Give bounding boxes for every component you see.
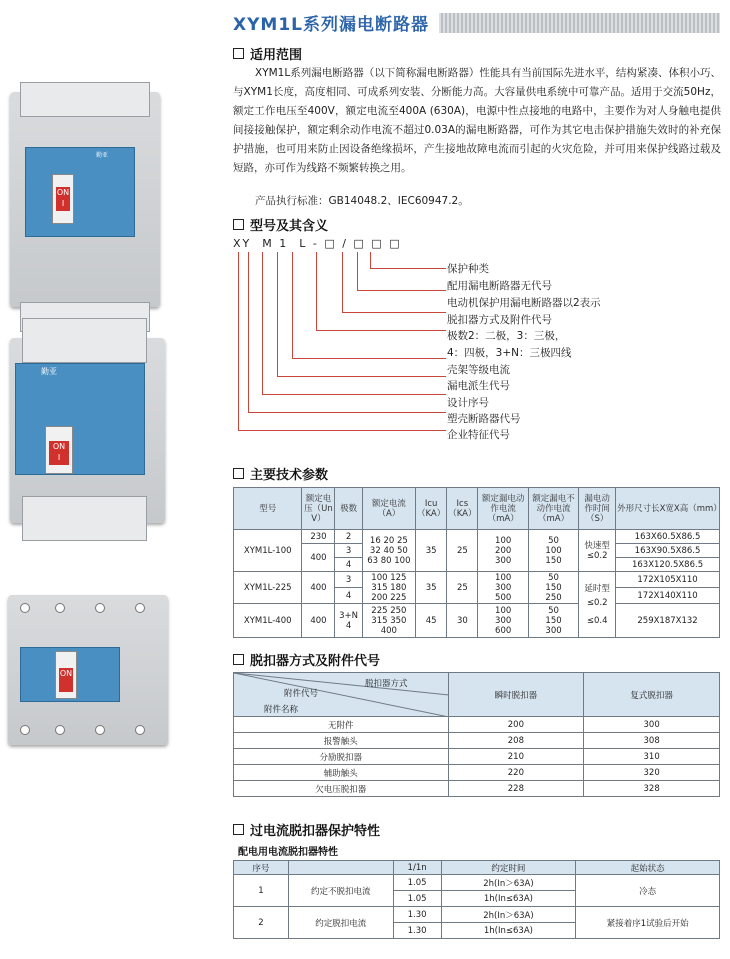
- model-label: 漏电派生代号: [447, 380, 510, 392]
- product-photo-2: [0, 318, 200, 548]
- column-header: 极数: [335, 488, 362, 530]
- model-label: 设计序号: [447, 397, 489, 409]
- table-row: 欠电压脱扣器 228 328: [234, 781, 720, 797]
- release-table: [233, 672, 720, 797]
- on-label: ON I: [56, 187, 70, 211]
- checkbox-icon: [233, 824, 244, 835]
- table-row: 报警触头 208 308: [234, 733, 720, 749]
- terminal-screw: [135, 603, 145, 613]
- overcurrent-subtitle: 配电用电流脱扣器特性: [238, 847, 338, 858]
- terminal-block: [20, 82, 150, 117]
- column-header: 瞬时脱扣器: [448, 673, 584, 717]
- table-row: 1.30 1h(In≤63A): [234, 923, 720, 939]
- column-header: 外形尺寸长X宽X高（mm）: [616, 488, 720, 530]
- table-header-row: [234, 488, 720, 530]
- column-header: 漏电动作时间（S）: [579, 488, 616, 530]
- brand-label: 勤亚: [41, 367, 57, 376]
- section-heading-tech: 主要技术参数: [233, 464, 328, 483]
- column-header: [288, 861, 393, 875]
- breaker-handle: [55, 651, 77, 699]
- table-row: 2 约定脱扣电流 1.30 2h(In＞63A) 紧接着序1试验后开始: [234, 907, 720, 923]
- brand-label: 勤亚: [96, 152, 109, 159]
- column-header: 额定漏电不动作电流（mA）: [528, 488, 578, 530]
- section-heading-model: 型号及其含义: [233, 215, 328, 234]
- label-plate: [25, 147, 135, 237]
- table-row: 1 约定不脱扣电流 1.05 2h(In＞63A) 冷态: [234, 875, 720, 891]
- terminal-screw: [55, 603, 65, 613]
- column-header: 约定时间: [441, 861, 576, 875]
- page-title: XYM1L系列漏电断路器: [233, 10, 439, 35]
- breaker-handle: [52, 174, 74, 224]
- terminal-block: [22, 496, 147, 541]
- model-label: 极数2：二极，3：三极，: [447, 330, 566, 342]
- terminal-screw: [55, 725, 65, 735]
- column-header: 型号: [234, 488, 302, 530]
- column-header: 额定电压（Un V）: [302, 488, 335, 530]
- terminal-screw: [95, 603, 105, 613]
- checkbox-icon: [233, 48, 244, 59]
- table-row: XYM1L-400 400 3+N 4 225 250 315 350 400 45 30 100 300 600 50 150 300 259X187X132: [234, 604, 720, 638]
- table-header-row: [234, 861, 720, 875]
- column-header: 额定电流（A）: [362, 488, 415, 530]
- scope-paragraph: XYM1L系列漏电断路器（以下简称漏电断路器）性能具有当前国际先进水平，结构紧凑、体积小巧、与XYM1长度，高度相同、可成系列安装、分断能力高。大容量供电系统中可靠产品。适用于交流50Hz，额定工作电压至400V，额定电流至400A (630A)，电源中性点接地的电路中，主要作为对人身触电提供间接接触保护，额定剩余动作电流不超过0.03A的漏电断路器，可作为其它电击保护措施失效时的补充保护措施，也可用来防止因设备绝缘损坏，产生接地故障电流而引起的火灾危险，并可用来保护线路过载及短路，亦可作为线路不频繁转换之用。: [233, 67, 721, 174]
- checkbox-icon: [233, 219, 244, 230]
- model-label: 保护种类: [447, 263, 489, 275]
- model-label: 壳架等级电流: [447, 364, 510, 376]
- table-row: 1.05 1h(In≤63A): [234, 891, 720, 907]
- checkbox-icon: [233, 468, 244, 479]
- model-label: 4：四极，3+N：三极四线: [447, 347, 572, 359]
- column-header: 复式脱扣器: [584, 673, 720, 717]
- model-label: 配用漏电断路器无代号: [447, 280, 552, 292]
- table-row: 400 3 163X90.5X86.5: [234, 544, 720, 558]
- table-row: 无附件 200 300: [234, 717, 720, 733]
- checkbox-icon: [233, 654, 244, 665]
- section-heading-overcurrent: 过电流脱扣器保护特性: [233, 820, 380, 839]
- model-label: 塑壳断路器代号: [447, 413, 521, 425]
- table-header-row: [234, 673, 720, 717]
- product-photo-3: [0, 595, 200, 750]
- table-row: XYM1L-225 400 3 100 125 315 180 200 225 35 25 100 300 500 50 150 250 延时型 ≤0.2 ≤0.4 172X105X110: [234, 572, 720, 588]
- overcurrent-table: [233, 860, 720, 939]
- on-label: ON: [59, 668, 73, 692]
- column-header: Icu（KA）: [416, 488, 447, 530]
- section-heading-release: 脱扣器方式及附件代号: [233, 650, 380, 669]
- breaker-handle: [45, 426, 73, 474]
- column-header: Ics（KA）: [447, 488, 478, 530]
- column-header: 序号: [234, 861, 289, 875]
- table-row: XYM1L-100 230 2 16 20 25 32 40 50 63 80 100 35 25 100 200 300 50 100 150 快速型 ≤0.2 163X60.5X86.5: [234, 530, 720, 544]
- diagonal-header-cell: 脱扣器方式 附件代号 附件名称: [234, 673, 449, 717]
- product-photo-1: [0, 82, 200, 262]
- tech-params-table: [233, 487, 720, 638]
- column-header: 起始状态: [576, 861, 720, 875]
- column-header: 额定漏电动作电流（mA）: [478, 488, 528, 530]
- terminal-screw: [95, 725, 105, 735]
- table-row: 4 172X140X110: [234, 588, 720, 604]
- standard-line: 产品执行标准：GB14048.2、IEC60947.2。: [255, 195, 469, 207]
- section-heading-scope: 适用范围: [233, 44, 302, 63]
- table-row: 4 163X120.5X86.5: [234, 558, 720, 572]
- model-code: XY M 1 L - □ / □ □ □: [233, 237, 402, 250]
- terminal-screw: [20, 603, 30, 613]
- model-label: 企业特征代号: [447, 429, 510, 441]
- terminal-screw: [135, 725, 145, 735]
- terminal-screw: [20, 725, 30, 735]
- model-label: 脱扣器方式及附件代号: [447, 314, 552, 326]
- table-row: 分励脱扣器 210 310: [234, 749, 720, 765]
- model-label: 电动机保护用漏电断路器以2表示: [447, 297, 601, 309]
- column-header: 1/1n: [393, 861, 441, 875]
- label-plate: [15, 363, 145, 475]
- on-label: ON I: [49, 441, 69, 465]
- terminal-block: [22, 318, 147, 363]
- table-row: 辅助触头 220 320: [234, 765, 720, 781]
